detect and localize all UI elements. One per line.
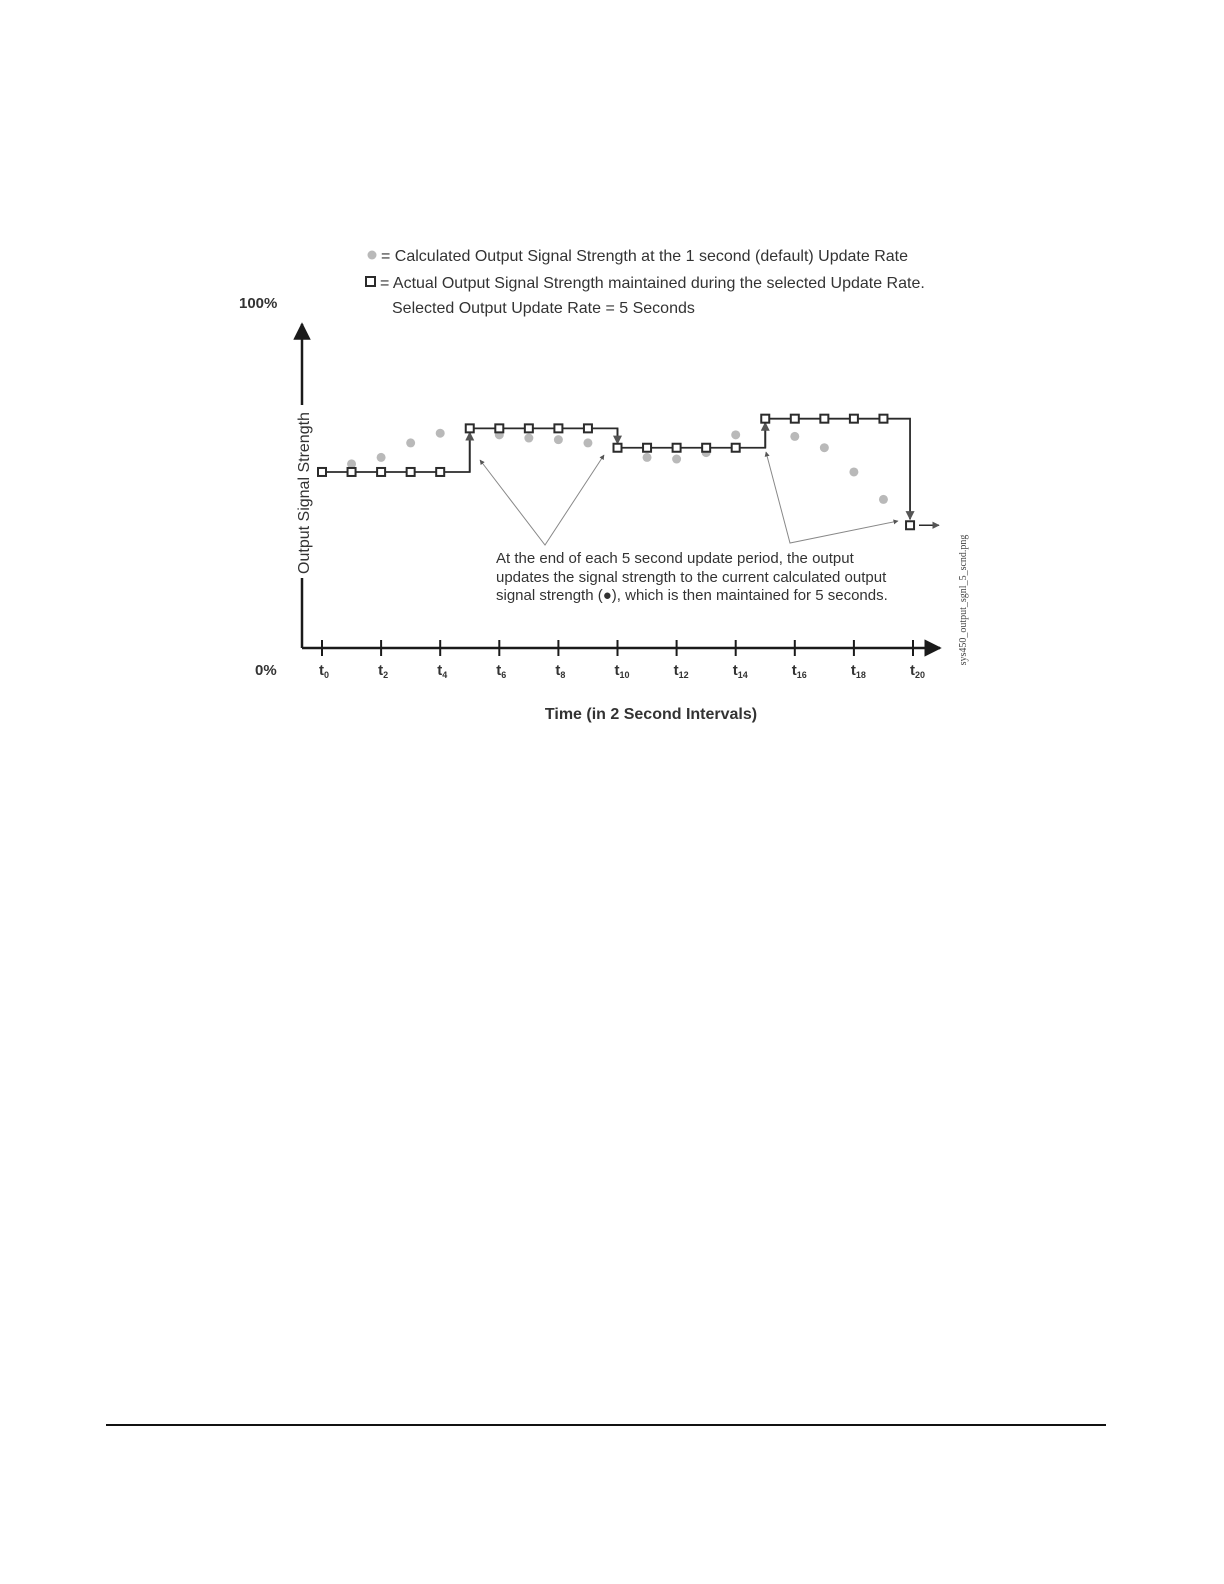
- x-tick-label: $t_{16}$: [791, 662, 807, 680]
- calculated-point: [672, 455, 681, 464]
- annotation-line-1: At the end of each 5 second update period, the output: [496, 550, 854, 567]
- y-bottom-label: 0%: [255, 662, 277, 679]
- actual-series: [318, 415, 914, 530]
- actual-point: [643, 444, 651, 452]
- actual-point: [702, 444, 710, 452]
- calculated-point: [731, 430, 740, 439]
- x-tick-label: $t_{10}$: [614, 662, 630, 680]
- legend-update-rate-note: Selected Output Update Rate = 5 Seconds: [392, 300, 695, 317]
- actual-point: [761, 415, 769, 423]
- x-tick-label: $t_2$: [378, 662, 389, 680]
- y-top-label: 100%: [239, 295, 278, 312]
- calculated-point: [790, 432, 799, 441]
- calculated-point: [879, 495, 888, 504]
- actual-point: [673, 444, 681, 452]
- y-axis-title: Output Signal Strength: [296, 412, 313, 574]
- x-tick-label: $t_4$: [437, 662, 448, 680]
- x-tick-label: $t_8$: [555, 662, 566, 680]
- actual-point: [318, 468, 326, 476]
- final-step-drop: [883, 419, 910, 520]
- actual-point: [348, 468, 356, 476]
- actual-point: [906, 521, 914, 529]
- actual-point: [407, 468, 415, 476]
- x-tick-label: $t_{12}$: [673, 662, 689, 680]
- calculated-point: [849, 467, 858, 476]
- x-tick-group: [319, 640, 925, 680]
- legend-actual-label: = Actual Output Signal Strength maintained during the selected Update Rate.: [380, 275, 925, 292]
- calculated-point: [820, 443, 829, 452]
- actual-point: [791, 415, 799, 423]
- actual-point: [584, 424, 592, 432]
- page-footer-rule: [106, 1424, 1106, 1426]
- actual-point: [554, 424, 562, 432]
- actual-point: [436, 468, 444, 476]
- annotation-line-3: signal strength (●), which is then maintained for 5 seconds.: [496, 587, 888, 604]
- legend-square-marker: [366, 277, 375, 286]
- actual-point: [879, 415, 887, 423]
- actual-point: [820, 415, 828, 423]
- annotation-line-2: updates the signal strength to the current calculated output: [496, 569, 887, 586]
- x-axis-title: Time (in 2 Second Intervals): [544, 706, 758, 723]
- actual-point: [377, 468, 385, 476]
- calculated-point: [554, 435, 563, 444]
- figure-filename: sys450_output_sgnl_5_scnd.png: [958, 534, 969, 666]
- actual-point: [850, 415, 858, 423]
- actual-point: [495, 424, 503, 432]
- calculated-point: [643, 453, 652, 462]
- calculated-point: [436, 429, 445, 438]
- x-tick-label: $t_{18}$: [850, 662, 866, 680]
- calculated-point: [583, 438, 592, 447]
- x-tick-label: $t_0$: [319, 662, 330, 680]
- x-tick-label: $t_{20}$: [910, 662, 926, 680]
- x-tick-label: $t_{14}$: [732, 662, 748, 680]
- actual-point: [732, 444, 740, 452]
- calculated-point: [524, 434, 533, 443]
- actual-point: [525, 424, 533, 432]
- actual-point: [466, 424, 474, 432]
- x-tick-label: $t_6$: [496, 662, 507, 680]
- legend-calculated-label: = Calculated Output Signal Strength at the 1 second (default) Update Rate: [381, 248, 908, 265]
- calculated-point: [406, 438, 415, 447]
- legend-circle-marker: [368, 251, 377, 260]
- actual-point: [614, 444, 622, 452]
- calculated-point: [377, 453, 386, 462]
- step-path: [322, 419, 883, 472]
- annotation-callouts: [480, 452, 898, 545]
